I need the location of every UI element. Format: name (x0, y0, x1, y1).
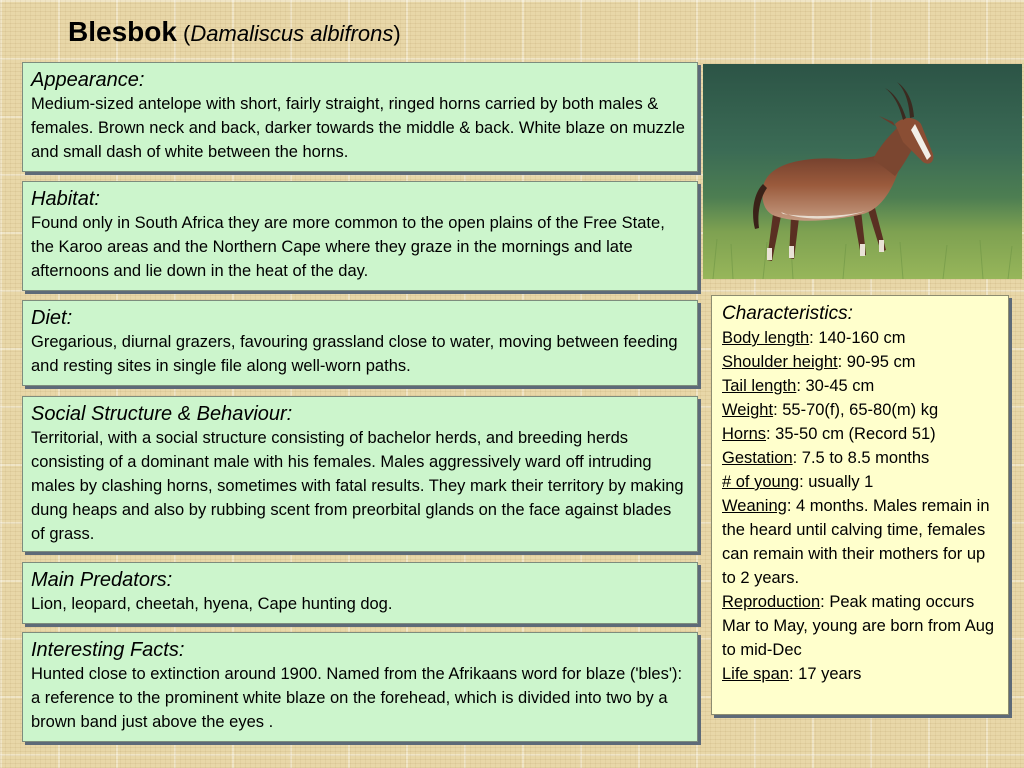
main-predators-heading: Main Predators: (31, 569, 173, 591)
characteristic-value: : 140-160 cm (809, 329, 906, 347)
characteristic-tail-length (722, 374, 998, 398)
scientific-name-wrapper (177, 21, 401, 46)
characteristic-life-span (722, 662, 998, 686)
common-name: Blesbok (68, 16, 177, 47)
characteristic-value: : Peak mating occurs Mar to May, young are born from Aug to mid-Dec (722, 593, 995, 659)
paren-open: ( (176, 21, 191, 46)
characteristic-label: Life span (722, 665, 789, 683)
characteristic-label: Body length (722, 329, 810, 347)
social-structure-heading: Social Structure & Behaviour: (31, 403, 293, 425)
characteristic-value: : 55-70(f), 65-80(m) kg (773, 401, 939, 419)
habitat-heading: Habitat: (31, 188, 100, 210)
characteristic-value: : 17 years (788, 665, 862, 683)
characteristics-heading: Characteristics: (722, 303, 853, 324)
social-structure-text: Territorial, with a social structure consisting of bachelor herds, and breeding herds consisting of a dominant male with his females. Males aggressively ward off intruding males by clashing horns, sometimes with fatal results. They mark their territory by making dung heaps and also by rubbing scent from preorbital glands on the face against blades of grass. (31, 429, 684, 543)
diet-text: Gregarious, diurnal grazers, favouring grassland close to water, moving between feeding and resting sites in single file along well-worn paths. (31, 333, 678, 375)
characteristic-shoulder-height (722, 350, 998, 374)
characteristic-value: : 4 months. Males remain in the heard until calving time, females can remain with their mothers for up to 2 years. (722, 497, 990, 587)
characteristic-label: # of young (722, 473, 800, 491)
characteristic-body-length (722, 326, 998, 350)
characteristic-label: Reproduction (722, 593, 821, 611)
characteristic-value: : 7.5 to 8.5 months (792, 449, 930, 467)
interesting-facts-section (22, 632, 698, 742)
habitat-section (22, 181, 698, 291)
characteristics-box (711, 295, 1009, 715)
characteristic-value: : 30-45 cm (796, 377, 875, 395)
appearance-section (22, 62, 698, 172)
appearance-text: Medium-sized antelope with short, fairly straight, ringed horns carried by both males & females. Brown neck and back, darker towards the middle & back. White blaze on muzzle and small dash of white between the horns. (31, 95, 685, 161)
characteristic-gestation (722, 446, 998, 470)
characteristic-label: Horns (722, 425, 767, 443)
scientific-name: Damaliscus albifrons (190, 21, 394, 46)
characteristic-weight (722, 398, 998, 422)
characteristic-label: Weaning (722, 497, 787, 515)
diet-section (22, 300, 698, 386)
diet-heading: Diet: (31, 307, 73, 329)
main-predators-section (22, 562, 698, 624)
characteristic-horns (722, 422, 998, 446)
blesbok-illustration (703, 64, 1022, 279)
blesbok-photo (703, 64, 1022, 279)
characteristic-number-of-young (722, 470, 998, 494)
paren-close: ) (393, 21, 401, 46)
characteristic-value: : 90-95 cm (837, 353, 916, 371)
interesting-facts-text: Hunted close to extinction around 1900. Named from the Afrikaans word for blaze ('bles'): a reference to the prominent white blaze on the forehead, which is divided into two by a brown band just above the eyes . (31, 665, 683, 731)
characteristic-label: Shoulder height (722, 353, 838, 371)
social-structure-section (22, 396, 698, 552)
characteristic-reproduction (722, 590, 998, 662)
characteristic-label: Gestation (722, 449, 793, 467)
page-title (68, 16, 401, 48)
characteristic-label: Weight (722, 401, 774, 419)
characteristic-weaning (722, 494, 998, 590)
characteristics-list (722, 326, 998, 686)
appearance-heading: Appearance: (31, 69, 145, 91)
characteristic-value: : 35-50 cm (Record 51) (766, 425, 936, 443)
habitat-text: Found only in South Africa they are more common to the open plains of the Free State, the Karoo areas and the Northern Cape where they graze in the mornings and late afternoons and lie down in the heat of the day. (31, 214, 665, 280)
interesting-facts-heading: Interesting Facts: (31, 639, 185, 661)
characteristic-label: Tail length (722, 377, 797, 395)
characteristic-value: : usually 1 (799, 473, 874, 491)
main-predators-text: Lion, leopard, cheetah, hyena, Cape hunting dog. (31, 595, 393, 613)
